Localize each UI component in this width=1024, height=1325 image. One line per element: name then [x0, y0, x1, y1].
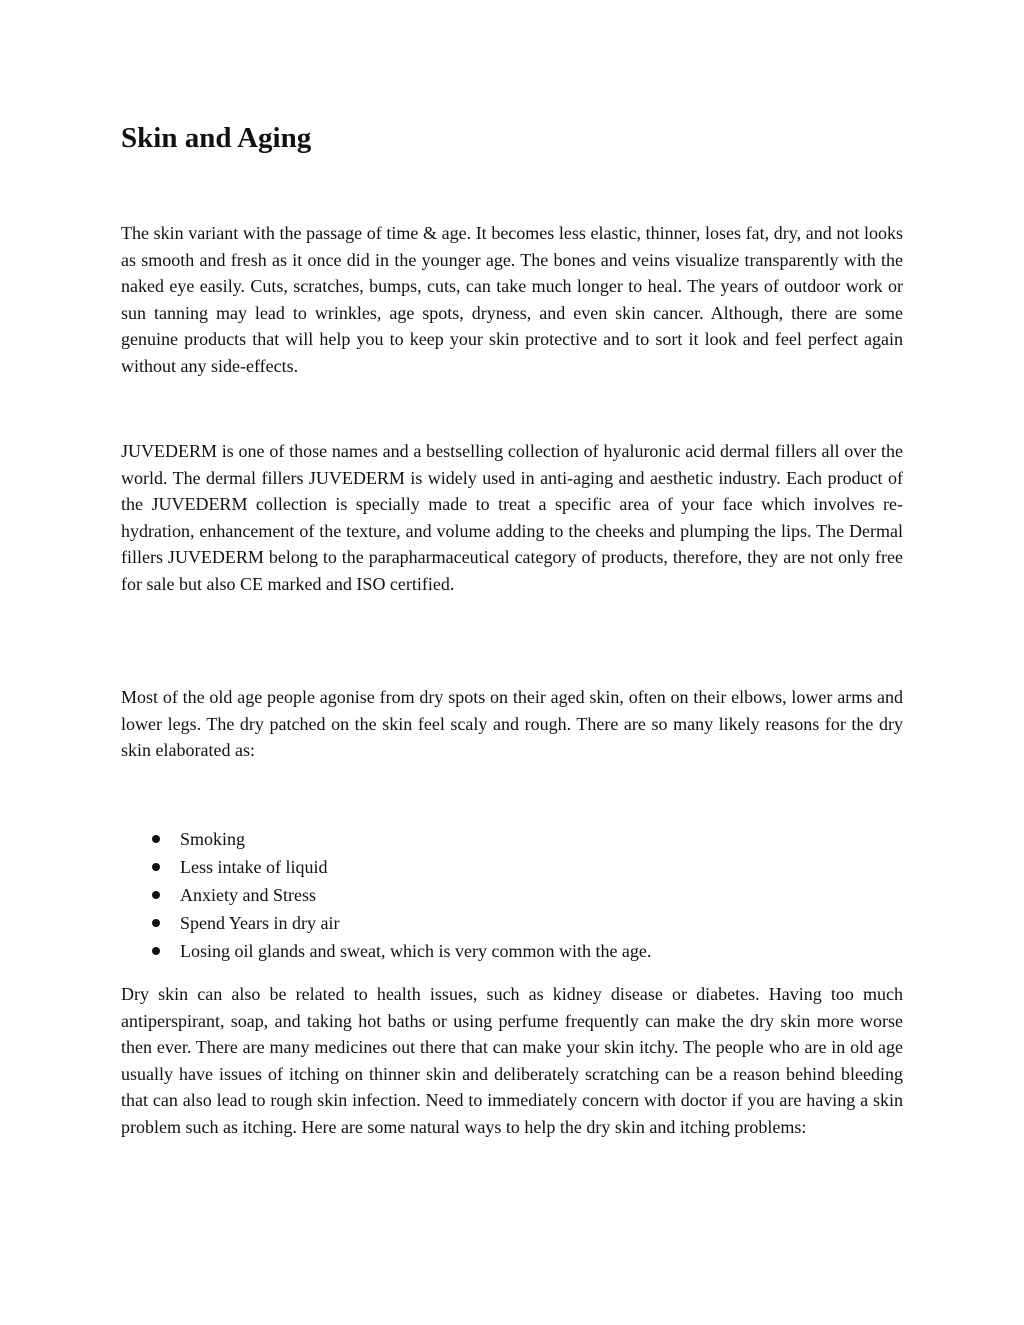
list-item-text: Losing oil glands and sweat, which is very common with the age.: [180, 941, 652, 961]
page-title: Skin and Aging: [121, 122, 312, 154]
bullet-icon: [152, 919, 160, 927]
list-item: [121, 825, 903, 853]
paragraph-dry-spots: Most of the old age people agonise from dry spots on their aged skin, often on their elbows, lower arms and lower legs. The dry patched on the skin feel scaly and rough. There are so many likely reasons for the dry skin elaborated as:: [121, 687, 903, 760]
dry-skin-reasons-list: [121, 825, 903, 965]
list-item-text: Less intake of liquid: [180, 857, 328, 877]
bullet-icon: [152, 835, 160, 843]
list-item: [121, 881, 903, 909]
list-item-text: Smoking: [180, 829, 246, 849]
bullet-icon: [152, 947, 160, 955]
bullet-icon: [152, 863, 160, 871]
paragraph-skin-aging: The skin variant with the passage of time & age. It becomes less elastic, thinner, loses fat, dry, and not looks as smooth and fresh as it once did in the younger age. The bones and veins visualize transparently with the naked eye easily. Cuts, scratches, bumps, cuts, can take much longer to heal. The years of outdoor work or sun tanning may lead to wrinkles, age spots, dryness, and even skin cancer. Although, there are some genuine products that will help you to keep your skin protective and to sort it look and feel perfect again without any side-effects.: [121, 223, 903, 376]
list-item: [121, 909, 903, 937]
list-item: [121, 853, 903, 881]
list-item: [121, 937, 903, 965]
paragraph-juvederm: JUVEDERM is one of those names and a bestselling collection of hyaluronic acid dermal fillers all over the world. The dermal fillers JUVEDERM is widely used in anti-aging and aesthetic industry. Each product of the JUVEDERM collection is specially made to treat a specific area of your face which involves re-hydration, enhancement of the texture, and volume adding to the cheeks and plumping the lips. The Dermal fillers JUVEDERM belong to the parapharmaceutical category of products, therefore, they are not only free for sale but also CE marked and ISO certified.: [121, 441, 903, 594]
list-item-text: Anxiety and Stress: [180, 885, 316, 905]
bullet-icon: [152, 891, 160, 899]
paragraph-health-issues: Dry skin can also be related to health issues, such as kidney disease or diabetes. Having too much antiperspirant, soap, and taking hot baths or using perfume frequently can make the dry skin more worse then ever. There are many medicines out there that can make your skin itchy. The people who are in old age usually have issues of itching on thinner skin and deliberately scratching can be a reason behind bleeding that can also lead to rough skin infection. Need to immediately concern with doctor if you are having a skin problem such as itching. Here are some natural ways to help the dry skin and itching problems:: [121, 984, 903, 1137]
list-item-text: Spend Years in dry air: [180, 913, 340, 933]
